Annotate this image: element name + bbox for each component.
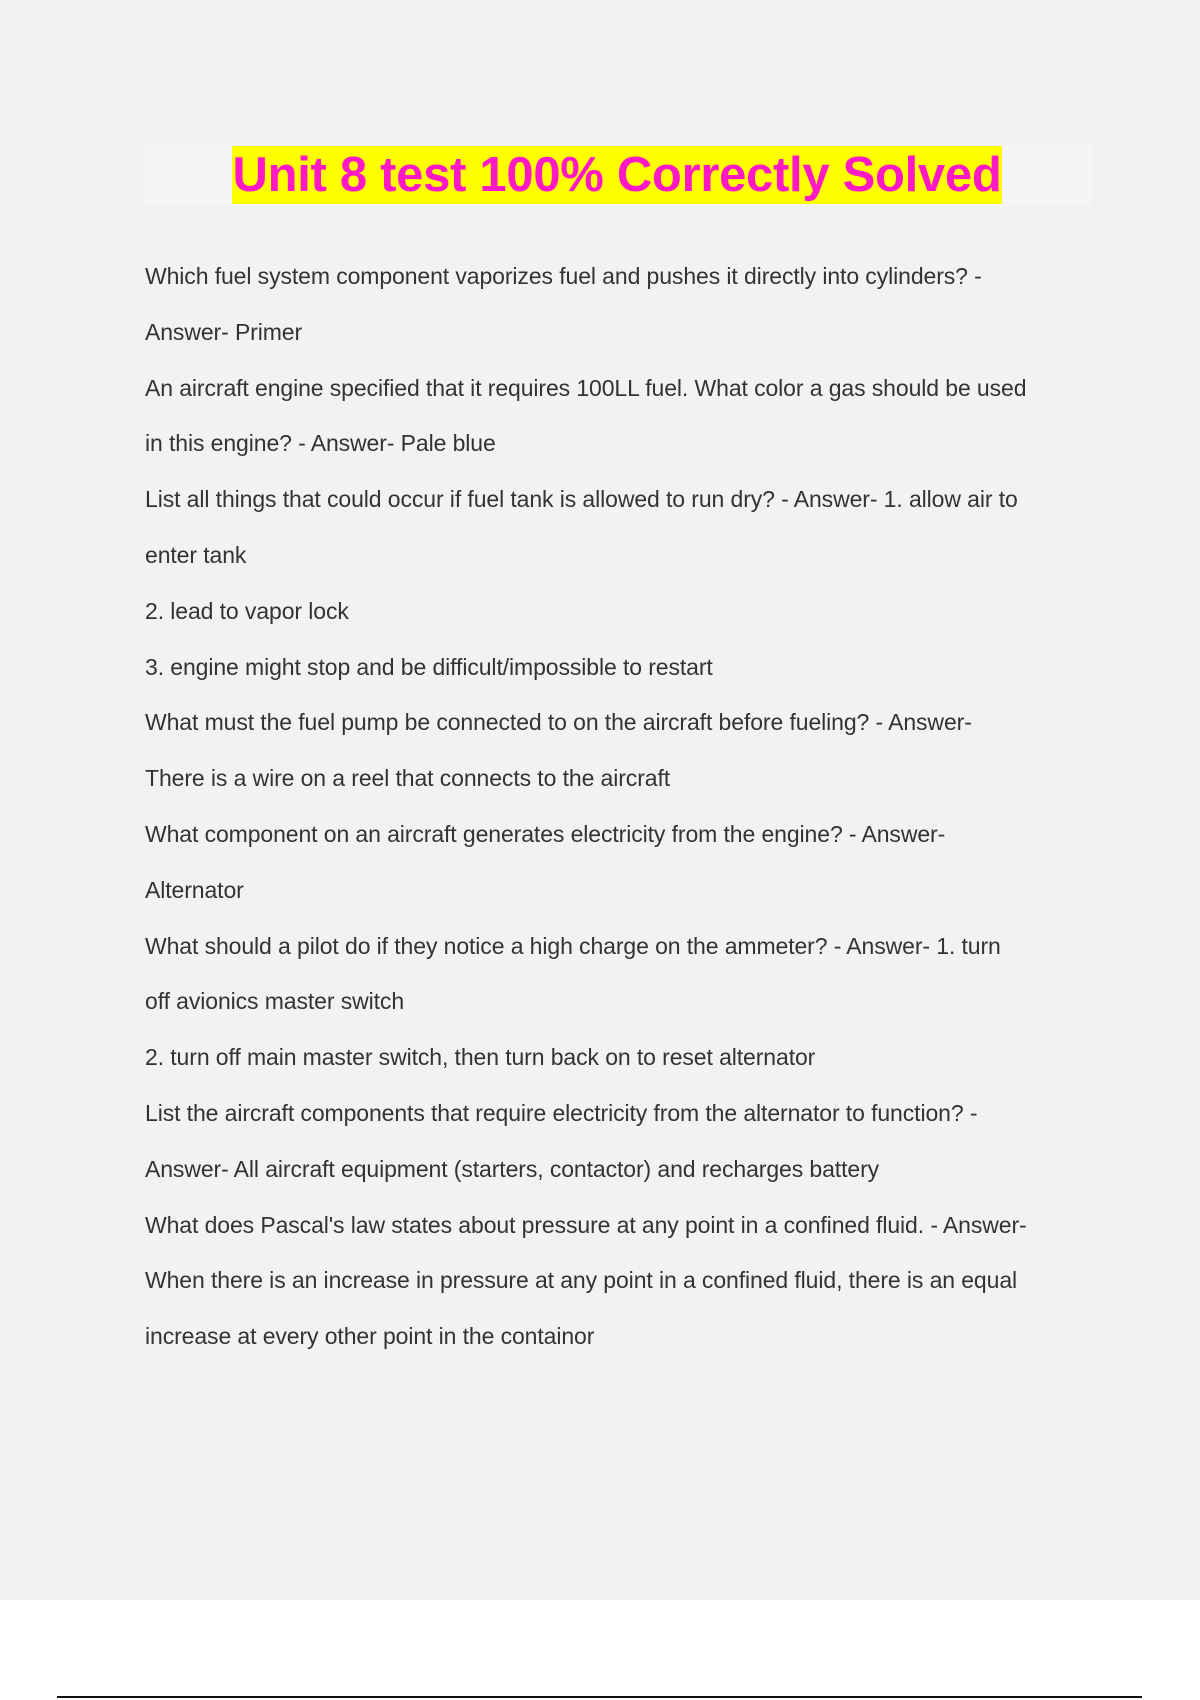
text-line: List all things that could occur if fuel tank is allowed to run dry? - Answer- 1. allow air to xyxy=(145,486,1018,513)
text-line: enter tank xyxy=(145,541,247,568)
text-line: Answer- Primer xyxy=(145,318,303,345)
text-line: off avionics master switch xyxy=(145,988,405,1015)
text-line: 3. engine might stop and be difficult/impossible to restart xyxy=(145,653,713,680)
title-band xyxy=(143,145,1091,206)
bottom-divider xyxy=(57,1696,1142,1698)
text-line: in this engine? - Answer- Pale blue xyxy=(145,430,496,457)
document-title: Unit 8 test 100% Correctly Solved xyxy=(232,148,1002,202)
text-line: 2. lead to vapor lock xyxy=(145,597,349,624)
text-line: When there is an increase in pressure at any point in a confined fluid, there is an equal xyxy=(145,1267,1018,1294)
text-line: There is a wire on a reel that connects to the aircraft xyxy=(145,765,671,792)
document-body xyxy=(145,253,1105,1369)
text-line: increase at every other point in the containor xyxy=(145,1323,595,1350)
text-line: 2. turn off main master switch, then turn back on to reset alternator xyxy=(145,1044,816,1071)
text-line: What does Pascal's law states about pressure at any point in a confined fluid. - Answer- xyxy=(145,1211,1027,1238)
text-line: An aircraft engine specified that it requires 100LL fuel. What color a gas should be used xyxy=(145,374,1027,401)
text-line: Answer- All aircraft equipment (starters, contactor) and recharges battery xyxy=(145,1155,880,1182)
text-line: Which fuel system component vaporizes fuel and pushes it directly into cylinders? - xyxy=(145,263,982,289)
text-line: What component on an aircraft generates electricity from the engine? - Answer- xyxy=(145,820,946,847)
text-line: Alternator xyxy=(145,876,244,903)
text-line: What should a pilot do if they notice a high charge on the ammeter? - Answer- 1. turn xyxy=(145,932,1001,959)
text-line: List the aircraft components that require electricity from the alternator to function? - xyxy=(145,1099,978,1126)
text-line: What must the fuel pump be connected to on the aircraft before fueling? - Answer- xyxy=(145,709,972,736)
